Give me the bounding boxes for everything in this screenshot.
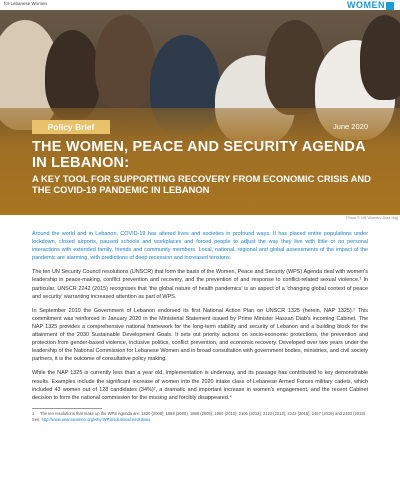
body-paragraph: The ten UN Security Council resolutions (UNSCR) that form the basis of the Women, Peace and Security (WPS) Agenda deal with women's leadership in peace-making, conflict prevention and recovery, and the prevention of and response to conflict-related sexual violence.¹ In particular, UNSCR 2242 (2015) recognises that 'the global nature of health pandemics' is an aspect of a 'changing global context of peace and security' warranting increased attention as part of WPS. [32, 269, 368, 300]
body-paragraph: In September 2019 the Government of Lebanon endorsed its first National Action Plan on UNSCR 1325 (herein, NAP 1325).² This commitment was reinforced in January 2020 in the Ministerial Statement issued by Prime Minister Hassan Diab's incoming Cabinet. The NAP 1325 provides a comprehensive national framework for the long-term stability and security of Lebanon and a building block for the attainment of the 2030 Sustainable Development Goals. It sets out priority actions on socio-economic protections, the prevention and protection from gender-based violence, inclusive politics, conflict prevention, and economic recovery. Developed over two years under the leadership of the National Commission for Lebanese Women and in broad consultation with government bodies, ministries, and civil society partners, it is the outcome of consultative policy making. [32, 307, 368, 363]
un-women-logo [347, 0, 394, 10]
photo-credit: Photo © UN Women/ Dina Hajj [346, 216, 398, 220]
photo-figure [95, 15, 155, 110]
org-line: for Lebanese Women [4, 1, 47, 6]
photo-figure [45, 30, 100, 120]
footnote-link[interactable]: http://www.peacewomen.org/why-WPS/solutions/resolutions [41, 416, 151, 422]
document-body [32, 230, 368, 423]
publication-date: June 2020 [332, 122, 368, 131]
lead-paragraph: Around the world and in Lebanon, COVID-19 has altered lives and societies in profound ways. It has placed entire populations under lockdown, closed airports, paused schools and workplaces and forced people to adjust the way they live with little or no personal interactions with extended family, friends and community members. Local, national, regional and global assessments of the impact of the pandemic are alarming, with predictions of deep recession and increased tensions. [32, 231, 368, 262]
policy-brief-tag: Policy Brief [32, 120, 110, 134]
footnote-divider [32, 408, 102, 409]
document-title: THE WOMEN, PEACE AND SECURITY AGENDA IN LEBANON: [32, 139, 366, 171]
top-header [0, 0, 400, 10]
un-emblem-icon [386, 2, 394, 10]
footnote-number: 1 [32, 411, 35, 417]
photo-figure [360, 15, 400, 100]
logo-text: WOMEN [347, 0, 385, 10]
footnote [32, 411, 368, 422]
body-paragraph: While the NAP 1325 is currently less than a year old, implementation is underway, and its passage has contributed to key demonstrable results. Examples include the significant increase of women into the 2020 intake class of Lebanese Armed Forces military cadets, which included 43 women out of 128 candidates (34%)³, a dramatic and important increase in women's engagement, and the recent Cabinet decision to form the national commission for the missing and forcibly disappeared.⁴ [32, 370, 368, 401]
document-subtitle: A KEY TOOL FOR SUPPORTING RECOVERY FROM ECONOMIC CRISIS AND THE COVID-19 PANDEMIC IN LEBANON [32, 173, 371, 195]
footnote-text: The ten resolutions that make up the WPS Agenda are: 1820 (2008); 1888 (2009); 1889 (2009); 1960 (2010); 2106 (2013); 2122 (2013); 2242 (2015); 2467 (2019) and 2493 (2019). See: [32, 411, 367, 422]
